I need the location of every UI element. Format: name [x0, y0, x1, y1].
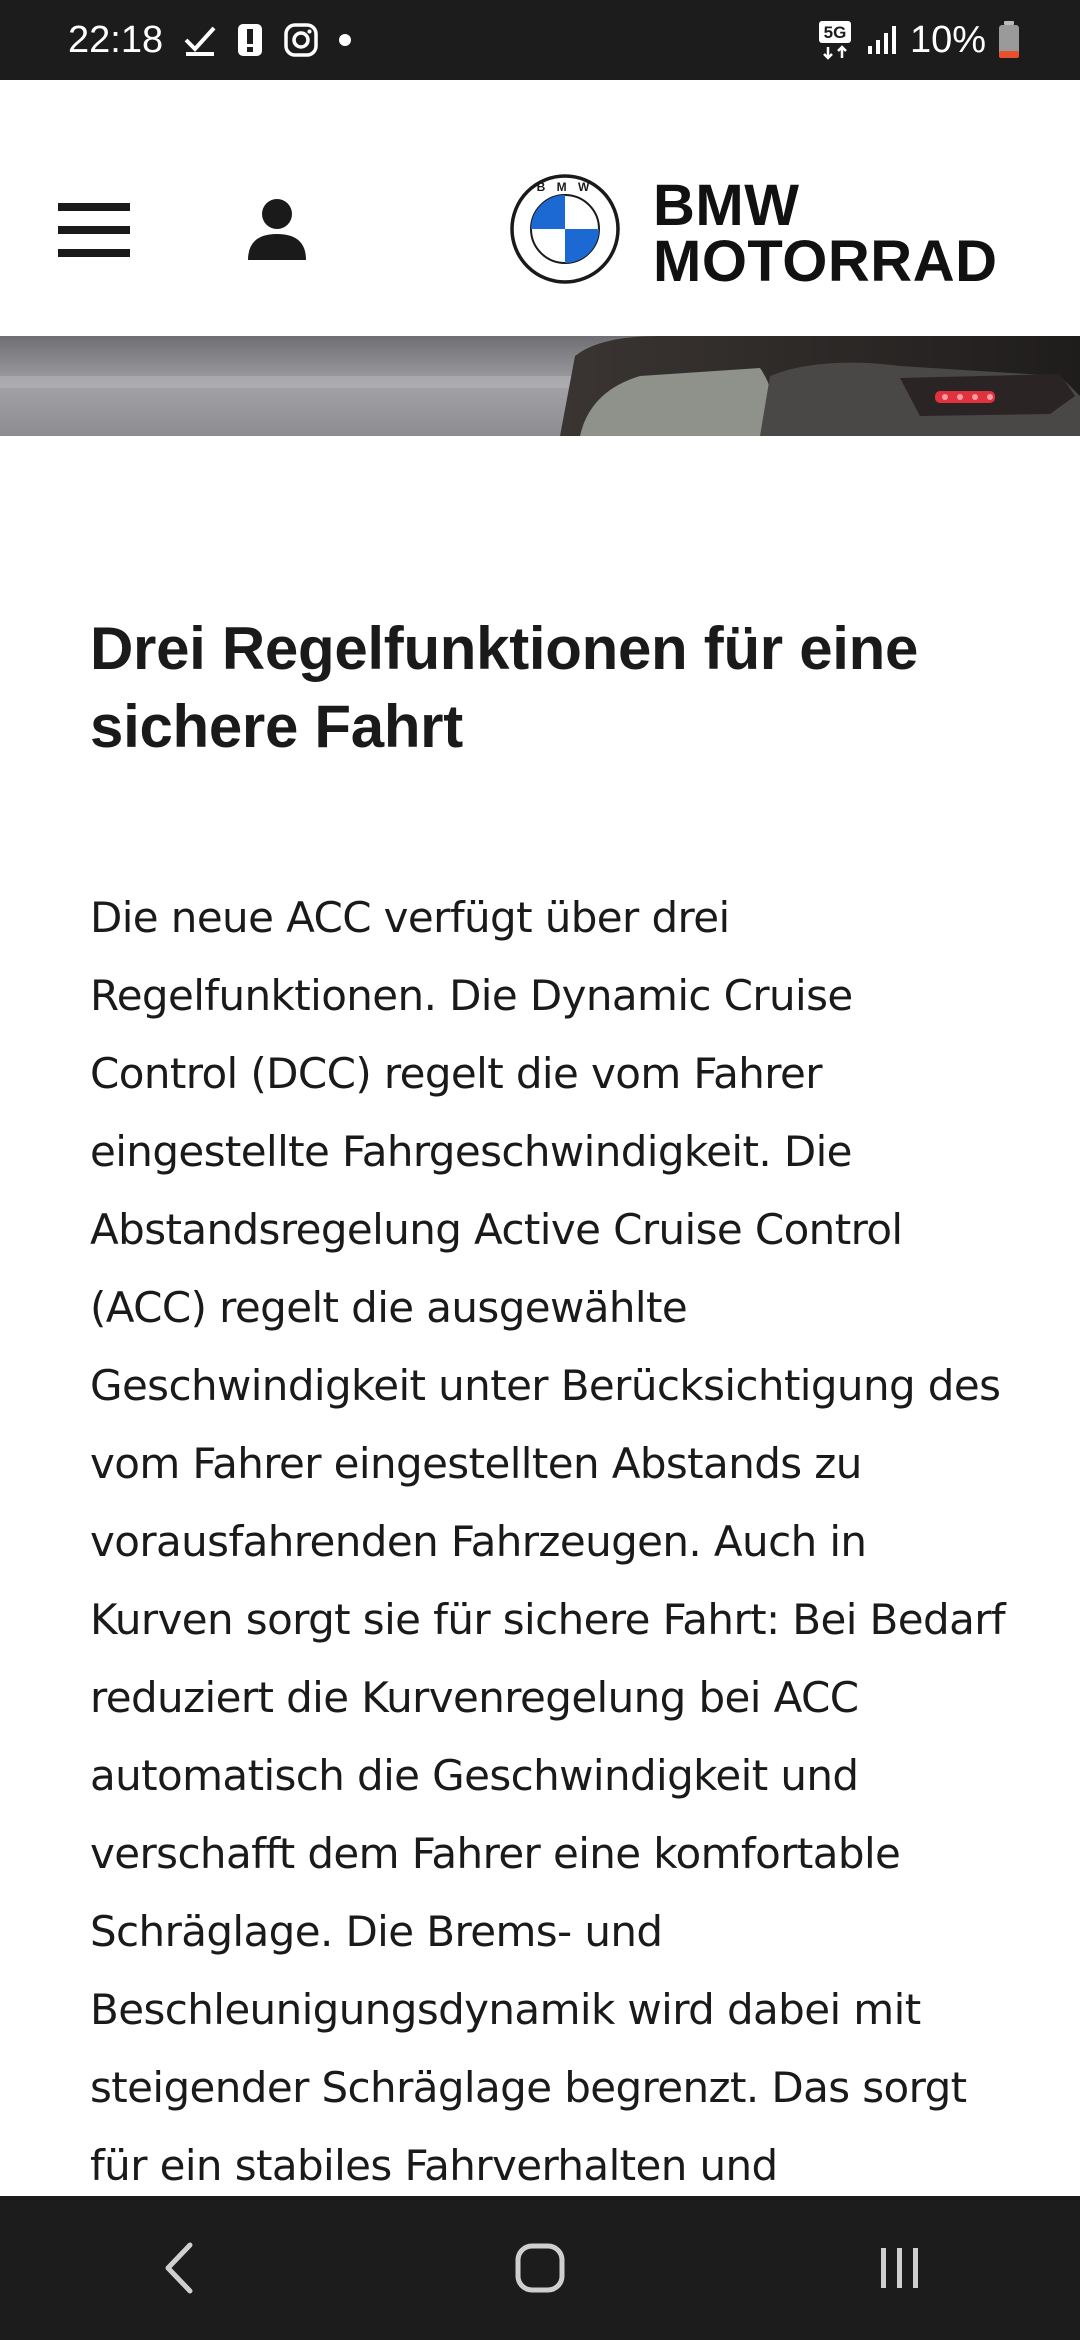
- navigation-bar: [0, 2196, 1080, 2340]
- recents-icon[interactable]: [840, 2218, 960, 2318]
- site-header: [0, 80, 1080, 336]
- instagram-icon: [283, 22, 319, 58]
- alert-icon: [237, 23, 263, 57]
- check-icon: [183, 23, 217, 57]
- roundel-lettering: B M W: [536, 180, 594, 194]
- signal-icon: [866, 24, 898, 56]
- bmw-motorrad-logo[interactable]: [510, 174, 1050, 294]
- network-label: 5G: [823, 23, 847, 42]
- brand-line-2: MOTORRAD: [653, 229, 998, 294]
- brand-line-1: BMW: [653, 173, 800, 238]
- user-account-icon[interactable]: [246, 196, 308, 262]
- hamburger-menu-icon[interactable]: [58, 200, 130, 260]
- home-icon[interactable]: [480, 2218, 600, 2318]
- article: [90, 610, 1010, 2205]
- article-heading: Drei Regelfunktionen für eine sichere Fahrt: [90, 615, 919, 760]
- status-bar: [0, 0, 1080, 80]
- 5g-icon: [818, 20, 854, 60]
- brand-name: [653, 173, 998, 294]
- bmw-roundel-icon: [510, 174, 620, 284]
- back-icon[interactable]: [120, 2218, 240, 2318]
- battery-percent: 10%: [909, 18, 986, 61]
- status-time: 22:18: [68, 18, 164, 61]
- battery-icon: [998, 21, 1020, 59]
- article-body: Die neue ACC verfügt über drei Regelfunktionen. Die Dynamic Cruise Control (DCC) regelt die vom Fahrer eingestellte Fahrgeschwindigkeit. Die Abstandsregelung Active Cruise Control (ACC) regelt die ausgewählte Geschwindigkeit unter Berücksichtigung des vom Fahrer eingestellten Abstands zu vorausfahrenden Fahrzeugen. Auch in Kurven sorgt sie für sichere Fahrt: Bei Bedarf reduziert die Kurvenregelung bei ACC automatisch die Geschwindigkeit und verschafft dem Fahrer eine komfortable Schräglage. Die Brems- und Beschleunigungsdynamik wird dabei mit steigender Schräglage begrenzt. Das sorgt für ein stabiles Fahrverhalten und: [90, 893, 1006, 2190]
- hero-image: [0, 336, 1080, 436]
- notification-dot-icon: [339, 34, 351, 46]
